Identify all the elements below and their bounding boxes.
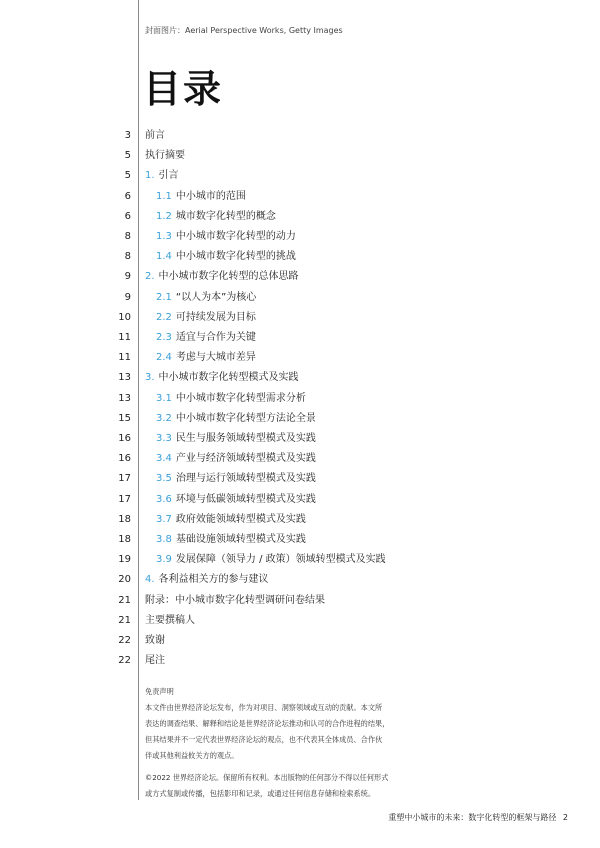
toc-page-number: 16 [118, 453, 131, 465]
toc-section-number: 3.8 [156, 534, 172, 545]
toc-section-number: 1.1 [156, 190, 172, 202]
toc-section-label: 可持续发展为目标 [175, 311, 256, 323]
toc-page-number: 18 [118, 534, 131, 545]
toc-page-number: 9 [124, 271, 131, 283]
toc-page-number: 17 [118, 493, 131, 505]
toc-entry[interactable] [0, 368, 600, 388]
toc-entry-title [156, 409, 316, 429]
page-title: 目录 [143, 67, 224, 111]
toc-entry-title [145, 368, 299, 388]
cover-image-credit: 封面图片：Aerial Perspective Works, Getty Images [145, 26, 343, 35]
toc-section-number: 3.5 [156, 473, 172, 485]
toc-entry[interactable] [0, 409, 600, 429]
toc-entry-title [156, 429, 316, 449]
toc-section-label: 环境与低碳领域转型模式及实践 [175, 493, 316, 505]
toc-section-number: 1.3 [156, 231, 172, 242]
toc-entry-title [156, 187, 246, 207]
toc-page-number: 8 [124, 251, 131, 263]
toc-page-number: 21 [118, 614, 131, 626]
toc-section-label: “以人为本”为核心 [175, 291, 257, 303]
toc-entry-title [156, 328, 256, 348]
toc-page-number: 6 [124, 190, 131, 202]
toc-entry[interactable] [0, 591, 600, 611]
toc-entry-title [156, 490, 316, 510]
toc-page-number: 8 [124, 231, 131, 242]
toc-section-label: 民生与服务领域转型模式及实践 [175, 433, 316, 444]
toc-page-number: 13 [118, 372, 131, 384]
toc-entry[interactable] [0, 207, 600, 227]
toc-entry[interactable] [0, 227, 600, 247]
toc-entry[interactable] [0, 570, 600, 590]
disclaimer-title: 免责声明 [145, 687, 174, 696]
toc-page-number: 17 [118, 473, 131, 485]
toc-section-label: 中小城市的范围 [175, 190, 246, 202]
toc-section-number: 1.4 [156, 251, 172, 263]
toc-section-label: 中小城市数字化转型模式及实践 [158, 372, 299, 384]
toc-entry[interactable] [0, 469, 600, 489]
toc-entry-title [156, 389, 306, 409]
toc-entry[interactable] [0, 308, 600, 328]
toc-entry-title [156, 227, 296, 247]
toc-section-number: 3.6 [156, 493, 172, 505]
toc-entry-title [145, 146, 185, 166]
toc-entry-title [145, 631, 165, 651]
toc-section-number: 2.3 [156, 332, 172, 343]
disclaimer [145, 684, 445, 764]
toc-section-number: 3.1 [156, 392, 172, 404]
toc-entry-title [145, 267, 299, 287]
toc-section-label: 中小城市数字化转型的挑战 [175, 251, 296, 263]
toc-section-label: 致谢 [145, 635, 165, 646]
toc-section-label: 发展保障（领导力 / 政策）领域转型模式及实践 [175, 554, 386, 566]
toc-entry[interactable] [0, 389, 600, 409]
toc-section-label: 产业与经济领域转型模式及实践 [175, 453, 316, 465]
toc-section-label: 中小城市数字化转型方法论全景 [175, 412, 316, 424]
toc-entry-title [156, 469, 316, 489]
toc-section-number: 3. [145, 372, 155, 384]
toc-entry[interactable] [0, 631, 600, 651]
toc-section-label: 考虑与大城市差异 [175, 352, 256, 364]
disclaimer-line: 本文件由世界经济论坛发布，作为对项目、洞察领域或互动的贡献。本文所 [145, 703, 383, 712]
toc-section-label: 附录：中小城市数字化转型调研问卷结果 [145, 594, 325, 606]
toc-entry[interactable] [0, 530, 600, 550]
toc-entry[interactable] [0, 247, 600, 267]
toc-entry[interactable] [0, 187, 600, 207]
toc-entry[interactable] [0, 449, 600, 469]
toc-section-label: 中小城市数字化转型需求分析 [175, 392, 306, 404]
toc-entry-title [156, 530, 306, 550]
footer-title: 重塑中小城市的未来：数字化转型的框架与路径 [388, 813, 557, 822]
toc-section-number: 3.4 [156, 453, 172, 465]
page-footer [388, 812, 568, 823]
toc-page-number: 18 [118, 513, 131, 525]
toc-entry-title [145, 166, 179, 186]
toc-section-number: 2.1 [156, 291, 172, 303]
toc-page-number: 22 [118, 635, 131, 646]
toc-section-number: 1. [145, 170, 155, 182]
toc-entry[interactable] [0, 166, 600, 186]
toc-entry[interactable] [0, 611, 600, 631]
toc-page-number: 9 [124, 291, 131, 303]
toc-page-number: 6 [124, 210, 131, 222]
toc-section-label: 适宜与合作为关键 [175, 332, 256, 343]
toc-entry-title [156, 510, 306, 530]
toc-page-number: 10 [118, 311, 131, 323]
page-number: 2 [562, 813, 568, 822]
disclaimer-line: 表达的调查结果、解释和结论是世界经济论坛推动和认可的合作进程的结果， [145, 719, 390, 728]
toc-entry[interactable] [0, 550, 600, 570]
toc-entry-title [156, 288, 256, 308]
disclaimer-line: 伴或其他利益攸关方的观点。 [145, 751, 239, 760]
toc-section-number: 1.2 [156, 210, 172, 222]
toc-entry-title [145, 651, 165, 671]
toc-entry[interactable] [0, 267, 600, 287]
toc-entry[interactable] [0, 651, 600, 671]
toc-entry[interactable] [0, 490, 600, 510]
toc-entry-title [156, 550, 386, 570]
toc-section-label: 前言 [145, 130, 165, 141]
toc-entry[interactable] [0, 126, 600, 146]
toc-section-label: 治理与运行领域转型模式及实践 [175, 473, 316, 485]
toc-entry-title [145, 591, 325, 611]
toc-entry[interactable] [0, 328, 600, 348]
toc-section-label: 尾注 [145, 655, 165, 667]
toc-page-number: 11 [118, 332, 131, 343]
toc-section-number: 3.7 [156, 513, 172, 525]
toc-section-number: 3.3 [156, 433, 172, 444]
toc-section-label: 中小城市数字化转型的动力 [175, 231, 296, 242]
toc-entry[interactable] [0, 146, 600, 166]
toc-section-label: 城市数字化转型的概念 [175, 210, 276, 222]
toc-page-number: 13 [118, 392, 131, 404]
toc-section-label: 主要撰稿人 [145, 614, 195, 626]
toc-section-label: 政府效能领域转型模式及实践 [175, 513, 306, 525]
toc-section-number: 3.2 [156, 412, 172, 424]
toc-entry-title [156, 308, 256, 328]
toc-page-number: 16 [118, 433, 131, 444]
toc-section-label: 中小城市数字化转型的总体思路 [158, 271, 299, 283]
toc-entry-title [145, 570, 269, 590]
toc-page-number: 15 [118, 412, 131, 424]
toc-section-number: 4. [145, 574, 155, 586]
copyright-notice [145, 770, 445, 802]
toc-page-number: 11 [118, 352, 131, 364]
toc-entry[interactable] [0, 348, 600, 368]
toc-page-number: 19 [118, 554, 131, 566]
toc-entry[interactable] [0, 510, 600, 530]
toc-entry-title [156, 449, 316, 469]
toc-section-number: 3.9 [156, 554, 172, 566]
toc-page-number: 22 [118, 655, 131, 667]
toc-entry[interactable] [0, 288, 600, 308]
toc-page-number: 3 [124, 130, 131, 141]
toc-section-number: 2. [145, 271, 155, 283]
toc-entry-title [156, 348, 256, 368]
disclaimer-line: 但其结果并不一定代表世界经济论坛的观点，也不代表其全体成员、合作伙 [145, 735, 383, 744]
toc-section-label: 各利益相关方的参与建议 [158, 574, 269, 586]
toc-section-number: 2.4 [156, 352, 172, 364]
copyright-line: 或方式复制或传播，包括影印和记录，或通过任何信息存储和检索系统。 [145, 789, 376, 798]
toc-page-number: 5 [124, 150, 131, 162]
toc-section-label: 基础设施领域转型模式及实践 [175, 534, 306, 545]
toc-page-number: 20 [118, 574, 131, 586]
toc-entry-title [145, 126, 165, 146]
toc-entry-title [145, 611, 195, 631]
toc-entry-title [156, 247, 296, 267]
toc-entry[interactable] [0, 429, 600, 449]
toc-page-number: 5 [124, 170, 131, 182]
toc-section-label: 执行摘要 [145, 150, 185, 162]
toc-section-number: 2.2 [156, 311, 172, 323]
copyright-line: ©2022 世界经济论坛。保留所有权利。本出版物的任何部分不得以任何形式 [145, 773, 389, 782]
toc-section-label: 引言 [158, 170, 179, 182]
toc-entry-title [156, 207, 276, 227]
toc-page-number: 21 [118, 594, 131, 606]
